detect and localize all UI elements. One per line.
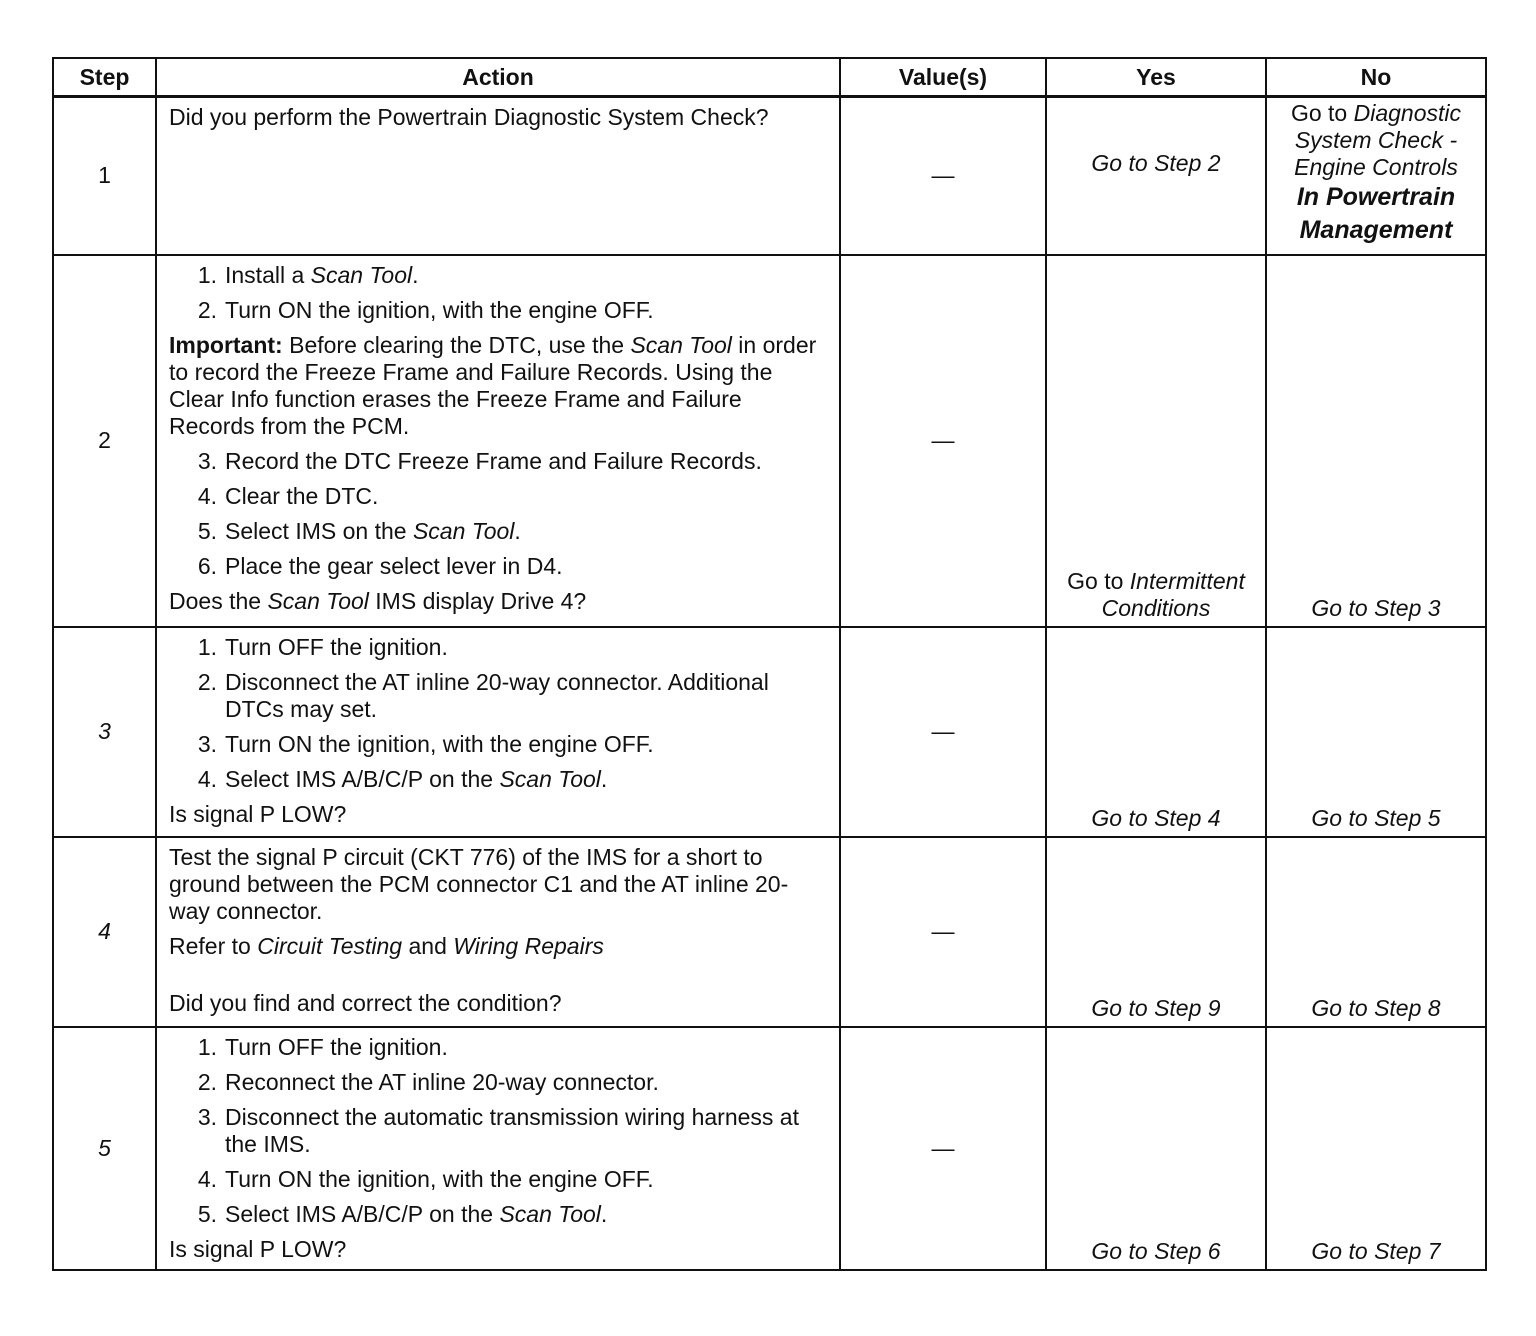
table-header [53,58,1486,97]
table-row-step-5 [53,1027,1486,1270]
table-row-step-2 [53,255,1486,627]
action-question: Did you find and correct the condition? [169,989,562,1016]
value-dash: — [931,427,955,453]
action-step: 1. Install a Scan Tool. [197,261,419,288]
yes-cell [1046,627,1266,837]
header-action: Action [156,58,840,97]
action-steps [169,1034,829,1228]
diagnostic-table [52,57,1487,1271]
no-cell [1266,97,1486,255]
no-result: Go to Step 7 [1311,1237,1441,1264]
value-cell [840,97,1046,255]
action-step: 4. Select IMS A/B/C/P on the Scan Tool. [197,765,608,792]
no-result: Go to Step 3 [1311,594,1441,621]
step-number: 1 [98,162,111,189]
value-cell [840,1027,1046,1270]
value-cell [840,837,1046,1027]
action-cell [156,97,840,255]
step-number-cell [53,627,156,837]
step-number-cell [53,1027,156,1270]
step-number-cell [53,837,156,1027]
yes-cell [1046,1027,1266,1270]
header-values: Value(s) [840,58,1046,97]
table-row-step-3 [53,627,1486,837]
step-number: 4 [98,918,111,944]
step-number: 3 [98,718,111,744]
no-cell [1266,627,1486,837]
action-step: 5. Select IMS on the Scan Tool. [197,517,521,544]
action-cell [156,627,840,837]
action-cell [156,837,840,1027]
action-step: 3. Record the DTC Freeze Frame and Failure Records. [197,447,762,474]
yes-cell [1046,837,1266,1027]
action-step: 4. Turn ON the ignition, with the engine OFF. [197,1165,654,1192]
value-dash: — [931,162,955,189]
action-step: 1. Turn OFF the ignition. [197,633,448,660]
header-step: Step [53,58,156,97]
value-dash: — [931,718,955,744]
action-question: Is signal P LOW? [169,1235,347,1262]
yes-cell [1046,97,1266,255]
action-cell [156,255,840,627]
header-yes: Yes [1046,58,1266,97]
no-result: Go to Step 8 [1311,994,1441,1021]
no-cell [1266,837,1486,1027]
action-step: 3. Disconnect the automatic transmission wiring harness at the IMS. [197,1103,799,1157]
action-question: Does the Scan Tool IMS display Drive 4? [169,587,587,614]
no-cell [1266,255,1486,627]
yes-result: Go to Step 4 [1091,804,1221,831]
yes-result: Go to Step 2 [1091,150,1221,176]
action-step: 2. Reconnect the AT inline 20-way connector. [197,1068,659,1095]
yes-result: Go to Intermittent Conditions [1067,567,1245,621]
yes-cell [1046,255,1266,627]
action-steps [169,262,829,324]
action-cell [156,1027,840,1270]
value-dash: — [931,918,955,944]
action-step: 2. Disconnect the AT inline 20-way connector. Additional DTCs may set. [197,668,769,722]
step-number-cell [53,97,156,255]
action-step: 2. Turn ON the ignition, with the engine OFF. [197,296,654,323]
action-instruction: Test the signal P circuit (CKT 776) of the IMS for a short to ground between the PCM connector C1 and the AT inline 20-way connector. [169,843,789,924]
header-no: No [1266,58,1486,97]
reference-note: Refer to Circuit Testing and Wiring Repairs [169,932,604,959]
table-row-step-1 [53,97,1486,255]
no-result: Go to Diagnostic System Check - Engine Controls In Powertrain Management [1290,100,1462,244]
value-dash: — [931,1134,955,1161]
yes-result: Go to Step 9 [1091,994,1221,1021]
step-number: 2 [98,427,111,453]
step-number-cell [53,255,156,627]
action-step: 3. Turn ON the ignition, with the engine OFF. [197,730,654,757]
action-question: Is signal P LOW? [169,800,347,827]
no-result: Go to Step 5 [1311,804,1441,831]
value-cell [840,255,1046,627]
table-row-step-4 [53,837,1486,1027]
step-number: 5 [98,1134,111,1161]
action-step: 5. Select IMS A/B/C/P on the Scan Tool. [197,1200,608,1227]
action-steps [169,448,829,580]
no-cell [1266,1027,1486,1270]
action-steps [169,634,829,793]
action-step: 4. Clear the DTC. [197,482,379,509]
value-cell [840,627,1046,837]
action-step: 1. Turn OFF the ignition. [197,1033,448,1060]
action-step: 6. Place the gear select lever in D4. [197,552,563,579]
yes-result: Go to Step 6 [1091,1237,1221,1264]
important-note: Important: Before clearing the DTC, use the Scan Tool in order to record the Freeze Frame and Failure Records. Using the Clear Info function erases the Freeze Frame and Failure Records from the PCM. [169,331,817,439]
action-question: Did you perform the Powertrain Diagnostic System Check? [169,104,769,130]
